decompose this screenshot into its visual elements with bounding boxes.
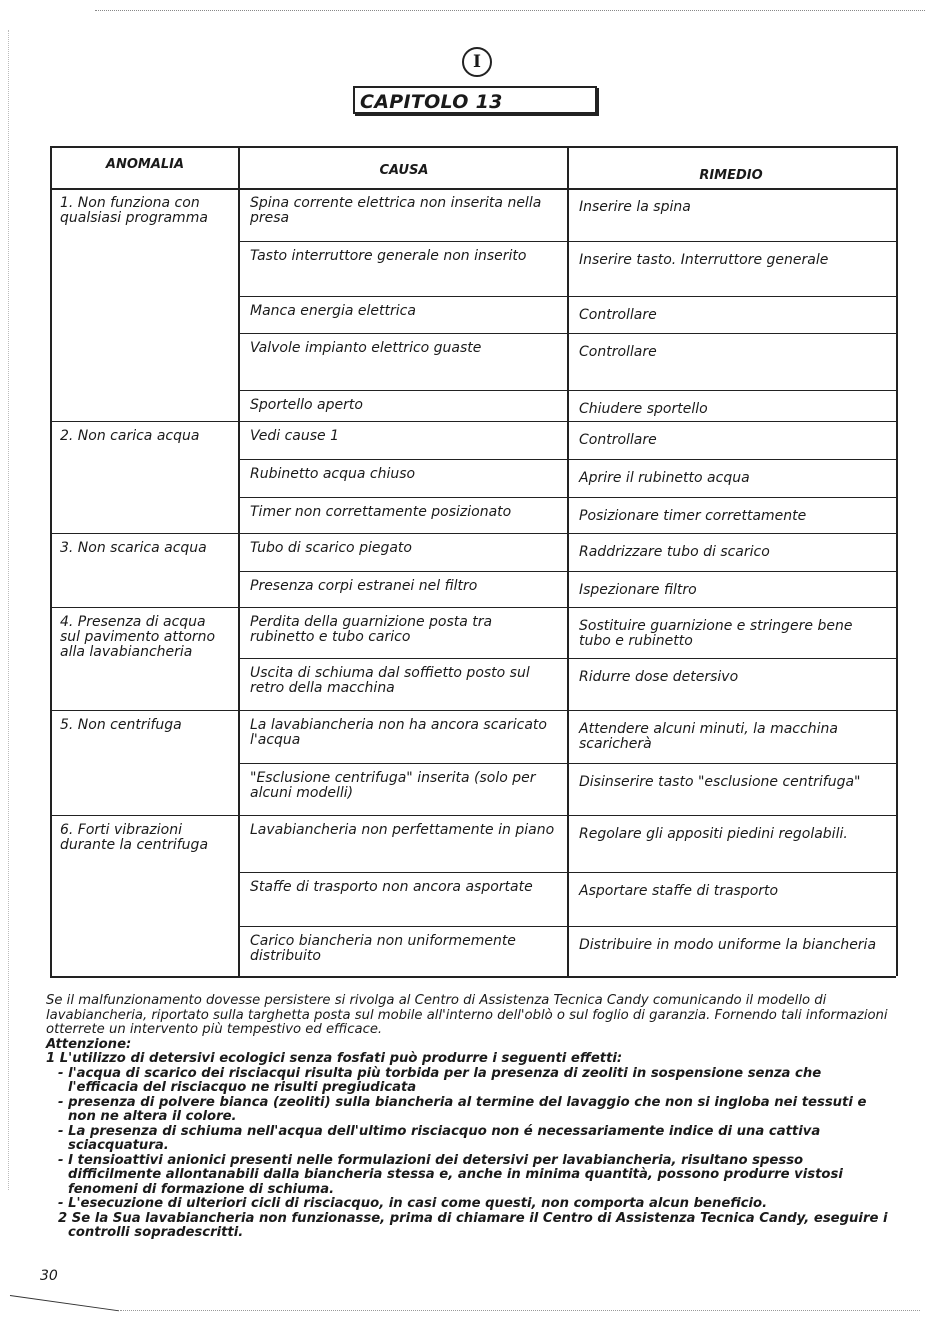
row-rule: [238, 333, 896, 334]
row-rule: [238, 571, 896, 572]
remedy-cell: Controllare: [579, 432, 657, 448]
cause-cell: "Esclusione centrifuga" inserita (solo per alcuni modelli): [250, 770, 536, 801]
note-bullet: - La presenza di schiuma nell'acqua dell'ultimo risciacquo non é necessariamente indice di una cattiva sciacquatura.: [58, 1123, 821, 1153]
top-scan-line: [95, 10, 925, 11]
remedy-cell: Attendere alcuni minuti, la macchina scaricherà: [579, 721, 838, 752]
language-mark: I: [462, 47, 492, 77]
left-scan-line: [8, 30, 9, 1190]
bottom-scan-line: [10, 1295, 119, 1311]
remedy-cell: Ispezionare filtro: [579, 582, 697, 598]
remedy-cell: Sostituire guarnizione e stringere bene tubo e rubinetto: [579, 618, 853, 649]
column-header-rimedio: RIMEDIO: [699, 168, 763, 183]
remedy-cell: Disinserire tasto "esclusione centrifuga": [579, 774, 861, 790]
row-rule: [238, 497, 896, 498]
cause-cell: Lavabiancheria non perfettamente in piano: [250, 822, 555, 838]
row-rule: [238, 658, 896, 659]
remedy-cell: Raddrizzare tubo di scarico: [579, 544, 770, 560]
anomaly-cell: 2. Non carica acqua: [60, 428, 200, 444]
table-border-top: [50, 146, 896, 148]
row-rule: [238, 241, 896, 242]
header-rule: [50, 188, 896, 190]
chapter-title: CAPITOLO 13: [353, 86, 597, 114]
remedy-cell: Ridurre dose detersivo: [579, 669, 739, 685]
remedy-cell: Posizionare timer correttamente: [579, 508, 807, 524]
cause-cell: Vedi cause 1: [250, 428, 340, 444]
cause-cell: Manca energia elettrica: [250, 303, 416, 319]
note-bullet: - L'esecuzione di ulteriori cicli di risciacquo, in casi come questi, non comporta alcun beneficio.: [58, 1196, 768, 1211]
group-rule: [50, 607, 896, 608]
cause-cell: Rubinetto acqua chiuso: [250, 466, 416, 482]
table-border-bottom: [50, 976, 896, 978]
group-rule: [50, 815, 896, 816]
column-header-anomalia: ANOMALIA: [105, 157, 185, 172]
group-rule: [50, 533, 896, 534]
anomaly-cell: 3. Non scarica acqua: [60, 540, 207, 556]
anomaly-cell: 6. Forti vibrazioni durante la centrifuga: [60, 822, 209, 853]
cause-cell: Carico biancheria non uniformemente distribuito: [250, 933, 516, 964]
cause-cell: Uscita di schiuma dal soffietto posto sul retro della macchina: [250, 665, 530, 696]
cause-cell: Valvole impianto elettrico guaste: [250, 340, 482, 356]
remedy-cell: Aprire il rubinetto acqua: [579, 470, 750, 486]
column-rule: [50, 146, 52, 976]
row-rule: [238, 390, 896, 391]
column-rule: [238, 146, 240, 976]
note-bullet: - I tensioattivi anionici presenti nelle formulazioni dei detersivi per lavabiancheria, risultano spesso difficilmente allontanabili dalla biancheria stessa e, anche in minima quantità, possono produrre vistosi fenomeni di formazione di schiuma.: [58, 1152, 843, 1197]
cause-cell: Spina corrente elettrica non inserita nella presa: [250, 195, 542, 226]
row-rule: [238, 296, 896, 297]
notes-section: [46, 994, 896, 1241]
group-rule: [50, 710, 896, 711]
intro-paragraph: Se il malfunzionamento dovesse persistere si rivolga al Centro di Assistenza Tecnica Candy comunicando il modello di lavabiancheria, riportato sulla targhetta posta sul mobile all'interno dell'oblò o sul foglio di garanzia. Fornendo tali informazioni otterrete un intervento più tempestivo ed efficace.: [46, 993, 888, 1037]
anomaly-cell: 1. Non funziona con qualsiasi programma: [60, 195, 208, 226]
anomaly-cell: 5. Non centrifuga: [60, 717, 182, 733]
cause-cell: Staffe di trasporto non ancora asportate: [250, 879, 533, 895]
row-rule: [238, 926, 896, 927]
bottom-dotted-line: [120, 1310, 920, 1311]
cause-cell: Tasto interruttore generale non inserito: [250, 248, 527, 264]
remedy-cell: Chiudere sportello: [579, 401, 708, 417]
remedy-cell: Inserire tasto. Interruttore generale: [579, 252, 829, 268]
note-point-2: 2 Se la Sua lavabiancheria non funzionasse, prima di chiamare il Centro di Assistenza Tecnica Candy, eseguire i controlli sopradescritti.: [58, 1210, 888, 1240]
row-rule: [238, 763, 896, 764]
remedy-cell: Controllare: [579, 307, 657, 323]
cause-cell: Perdita della guarnizione posta tra rubinetto e tubo carico: [250, 614, 493, 645]
attention-heading: Attenzione:: [46, 1036, 132, 1052]
note-bullet: - presenza di polvere bianca (zeoliti) sulla biancheria al termine del lavaggio che non si ingloba nei tessuti e non ne altera il colore.: [58, 1094, 867, 1124]
remedy-cell: Distribuire in modo uniforme la biancheria: [579, 937, 877, 953]
row-rule: [238, 459, 896, 460]
note-point-1: 1 L'utilizzo di detersivi ecologici senza fosfati può produrre i seguenti effetti:: [46, 1051, 623, 1066]
cause-cell: Sportello aperto: [250, 397, 363, 413]
remedy-cell: Asportare staffe di trasporto: [579, 883, 779, 899]
cause-cell: La lavabiancheria non ha ancora scaricato l'acqua: [250, 717, 547, 748]
cause-cell: Timer non correttamente posizionato: [250, 504, 512, 520]
remedy-cell: Regolare gli appositi piedini regolabili.: [579, 826, 848, 842]
cause-cell: Tubo di scarico piegato: [250, 540, 412, 556]
column-header-causa: CAUSA: [379, 163, 429, 178]
anomaly-cell: 4. Presenza di acqua sul pavimento attorno alla lavabiancheria: [60, 614, 216, 660]
column-rule: [896, 146, 898, 976]
cause-cell: Presenza corpi estranei nel filtro: [250, 578, 478, 594]
group-rule: [50, 421, 896, 422]
note-bullet: - l'acqua di scarico dei risciacqui risulta più torbida per la presenza di zeoliti in sospensione senza che l'efficacia del risciacquo ne risulti pregiudicata: [58, 1065, 822, 1095]
remedy-cell: Inserire la spina: [579, 199, 691, 215]
remedy-cell: Controllare: [579, 344, 657, 360]
page-number: 30: [40, 1268, 58, 1284]
row-rule: [238, 872, 896, 873]
column-rule: [567, 146, 569, 976]
